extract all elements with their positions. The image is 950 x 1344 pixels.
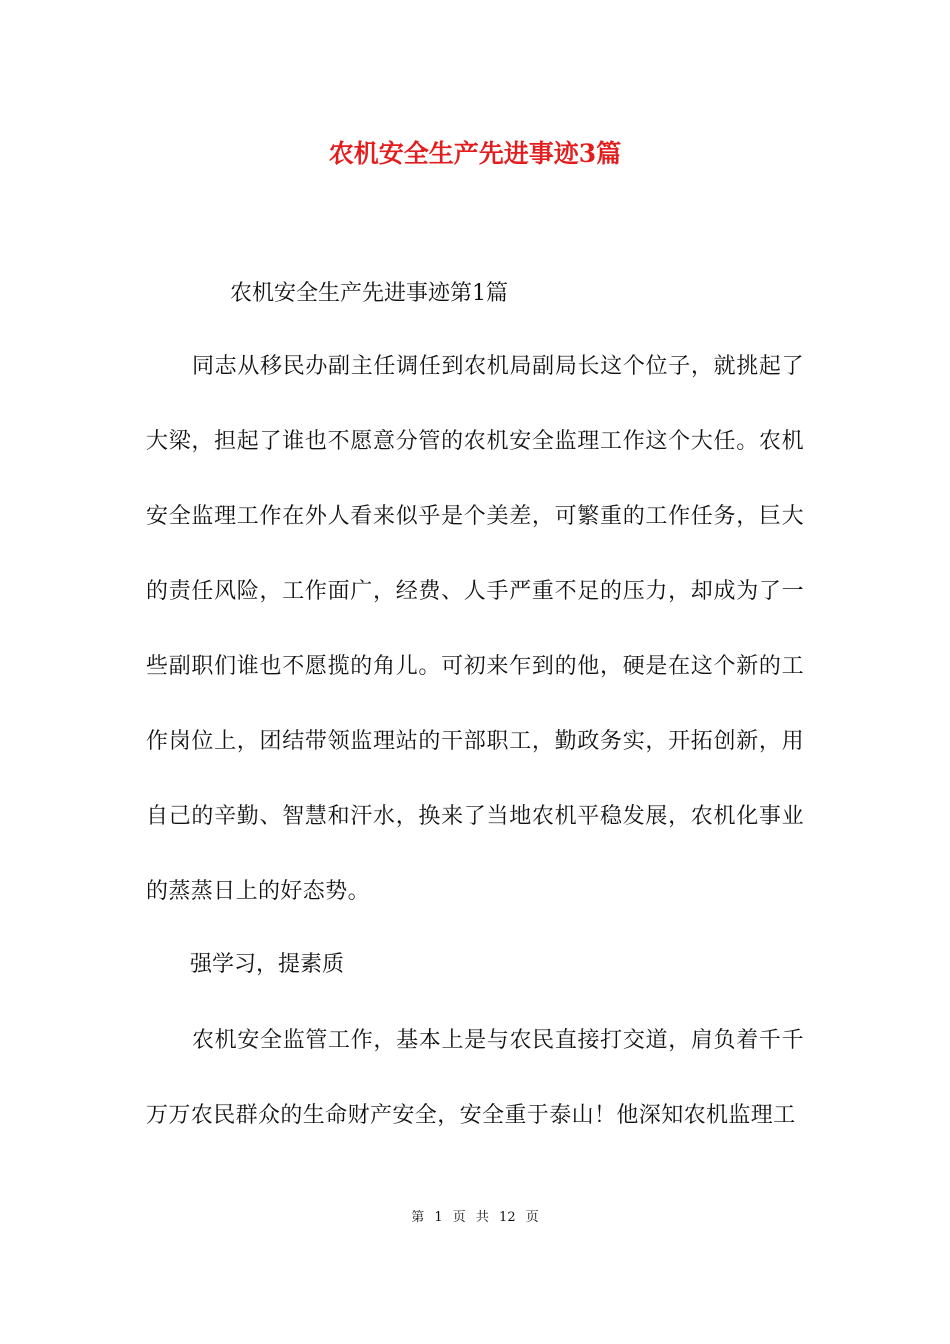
paragraph-2: 农机安全监管工作，基本上是与农民直接打交道，肩负着千千万万农民群众的生命财产安全，安全重于泰山！他深知农机监理工 [146,1028,804,1128]
page-footer: 第 1 页 共 12 页 [411,1210,539,1225]
document-title: 农机安全生产先进事迹3篇 [328,139,622,168]
section-heading: 强学习，提素质 [190,952,345,977]
paragraph-1: 同志从移民办副主任调任到农机局副局长这个位子，就挑起了大梁，担起了谁也不愿意分管的农机安全监理工作这个大任。农机安全监理工作在外人看来似乎是个美差，可繁重的工作任务，巨大的责任风险，工作面广，经费、人手严重不足的压力，却成为了一些副职们谁也不愿揽的角儿。可初来乍到的他，硬是在这个新的工作岗位上，团结带领监理站的干部职工，勤政务实，开拓创新，用自己的辛勤、智慧和汗水，换来了当地农机平稳发展，农机化事业的蒸蒸日上的好态势。 [146,354,804,904]
section-subtitle: 农机安全生产先进事迹第1篇 [230,281,508,306]
